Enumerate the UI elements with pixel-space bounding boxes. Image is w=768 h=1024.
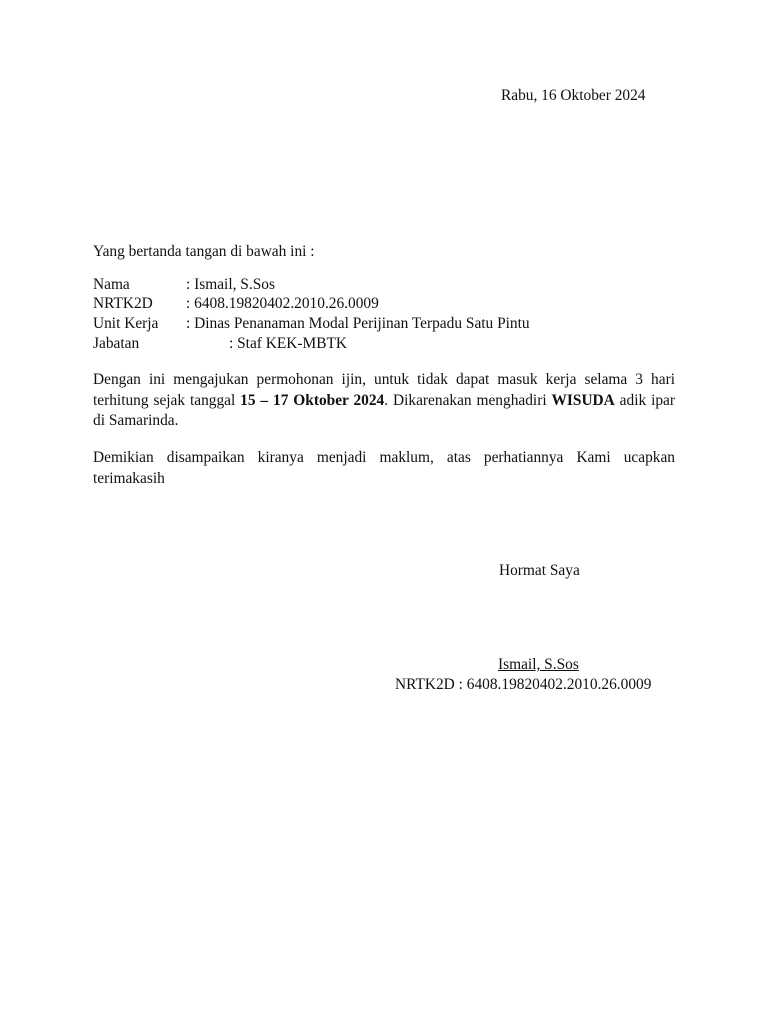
signature-id: NRTK2D : 6408.19820402.2010.26.0009	[395, 676, 652, 693]
field-nrtk-label: NRTK2D	[93, 295, 153, 312]
field-jabatan	[93, 335, 347, 353]
request-line-2-mid: . Dikarenakan menghadiri	[384, 391, 552, 409]
field-unit-kerja	[93, 315, 530, 333]
field-nama-value: : Ismail, S.Sos	[186, 276, 275, 293]
closing-line-2: terimakasih	[93, 469, 165, 487]
request-paragraph	[93, 370, 675, 432]
closing-line-1: Demikian disampaikan kiranya menjadi maklum, atas perhatiannya Kami ucapkan	[93, 449, 675, 466]
field-jabatan-value: : Staf KEK-MBTK	[229, 335, 347, 352]
closing-salutation: Hormat Saya	[499, 562, 580, 579]
signature-name: Ismail, S.Sos	[498, 656, 579, 673]
field-nrtk	[93, 295, 379, 313]
field-nrtk-value: : 6408.19820402.2010.26.0009	[186, 295, 379, 312]
field-nama	[93, 276, 275, 294]
request-line-1: Dengan ini mengajukan permohonan ijin, untuk tidak dapat masuk kerja selama 3 hari	[93, 371, 675, 388]
request-line-2-post: adik ipar	[614, 391, 675, 409]
field-unit-kerja-label: Unit Kerja	[93, 315, 159, 332]
closing-paragraph	[93, 448, 675, 489]
letter-date: Rabu, 16 Oktober 2024	[501, 87, 646, 104]
field-nama-label: Nama	[93, 276, 130, 293]
event-name: WISUDA	[551, 391, 615, 409]
field-unit-kerja-value: : Dinas Penanaman Modal Perijinan Terpadu Satu Pintu	[186, 315, 530, 332]
request-line-2-pre: terhitung sejak tanggal	[93, 391, 241, 409]
request-line-3: di Samarinda.	[93, 412, 179, 429]
leave-dates: 15 – 17 Oktober 2024	[240, 391, 385, 409]
field-jabatan-label: Jabatan	[93, 335, 140, 352]
request-line-2	[93, 391, 675, 412]
intro-text: Yang bertanda tangan di bawah ini :	[93, 243, 315, 260]
